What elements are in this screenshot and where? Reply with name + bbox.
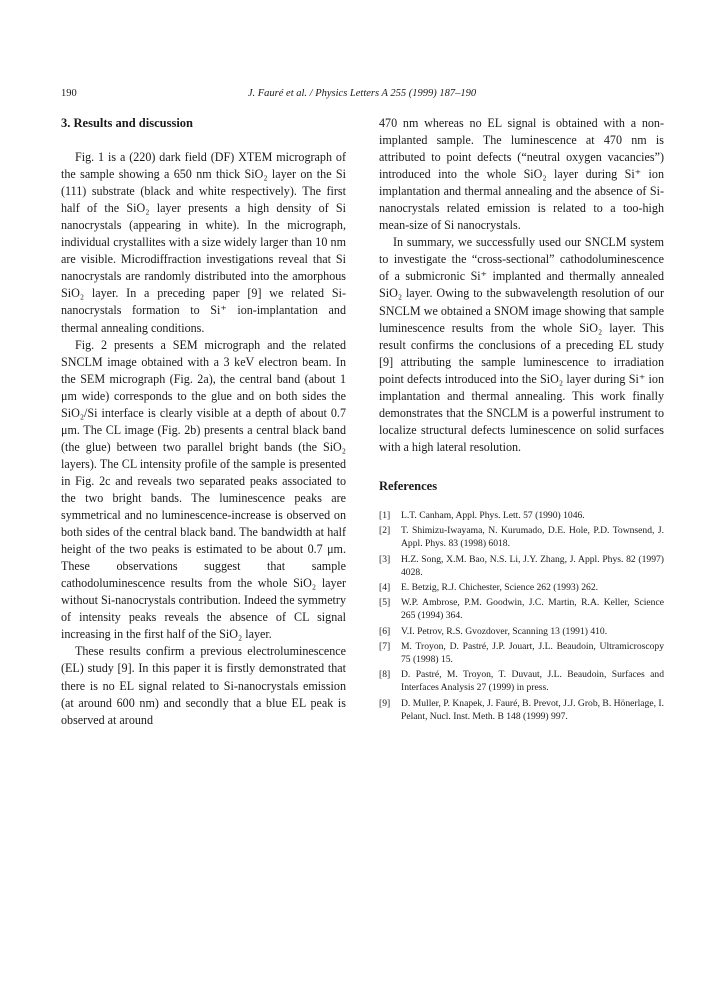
reference-list <box>379 509 664 723</box>
reference-number: [6] <box>379 625 391 637</box>
references-title: References <box>379 478 438 493</box>
reference-text: E. Betzig, R.J. Chichester, Science 262 (1993) 262. <box>401 582 599 593</box>
paragraph-continued: 470 nm whereas no EL signal is obtained with a non-implanted sample. The luminescence at 470 nm is attributed to point defects (“neutral oxygen vacancies”) introduced into the whole SiO₂ layer during Si⁺ ion implantation and thermal annealing and the absence of Si-nanocrystals related emission is related to a too-high mean-size of Si nanocrystals. <box>379 116 664 233</box>
reference-item <box>379 668 664 694</box>
left-column <box>61 115 346 729</box>
reference-item <box>379 640 664 666</box>
reference-text: W.P. Ambrose, P.M. Goodwin, J.C. Martin, R.A. Keller, Science 265 (1994) 364. <box>401 597 664 622</box>
reference-item <box>379 596 664 622</box>
reference-text: L.T. Canham, Appl. Phys. Lett. 57 (1990) 1046. <box>401 509 585 521</box>
reference-item <box>379 524 664 550</box>
reference-number: [2] <box>379 525 391 537</box>
reference-text: M. Troyon, D. Pastré, J.P. Jouart, J.L. Beaudoin, Ultramicroscopy 75 (1998) 15. <box>401 640 664 666</box>
reference-item <box>379 553 664 579</box>
reference-text: V.I. Petrov, R.S. Gvozdover, Scanning 13 (1991) 410. <box>401 625 608 637</box>
running-head: J. Fauré et al. / Physics Letters A 255 (1999) 187–190 <box>247 88 477 99</box>
reference-item <box>379 697 664 723</box>
reference-number: [4] <box>379 582 391 593</box>
reference-text: H.Z. Song, X.M. Bao, N.S. Li, J.Y. Zhang, J. Appl. Phys. 82 (1997) 4028. <box>401 553 664 578</box>
reference-number: [3] <box>379 553 391 565</box>
reference-item <box>379 509 664 522</box>
reference-text: T. Shimizu-Iwayama, N. Kurumado, D.E. Hole, P.D. Townsend, J. Appl. Phys. 83 (1998) 6018. <box>401 525 664 550</box>
reference-number: [7] <box>379 640 391 652</box>
paragraph-fig1: Fig. 1 is a (220) dark field (DF) XTEM micrograph of the sample showing a 650 nm thick SiO₂ layer on the Si (111) substrate (black and white respectively). The first half of the SiO₂ layer presents a high density of Si nanocrystals (appearing in white). In the micrograph, individual crystallites with a size widely larger than 10 nm are visible. Microdiffraction investigations reveal that Si nanocrystals are randomly distributed into the amorphous SiO₂ layer. In a preceding paper [9] we related Si-nanocrystals formation to Si⁺ ion-implantation and thermal annealing conditions. <box>61 150 346 335</box>
page-header <box>61 88 663 104</box>
reference-number: [9] <box>379 697 391 709</box>
reference-number: [8] <box>379 669 391 681</box>
reference-number: [1] <box>379 509 391 521</box>
reference-item <box>379 581 664 594</box>
reference-item <box>379 625 664 638</box>
paragraph-fig2: Fig. 2 presents a SEM micrograph and the related SNCLM image obtained with a 3 keV electron beam. In the SEM micrograph (Fig. 2a), the central band (about 1 μm wide) corresponds to the glue and on both sides the SiO₂/Si interface is clearly visible at a depth of about 0.7 μm. The CL image (Fig. 2b) presents a central black band (the glue) between two parallel bright bands (the SiO₂ layers). The CL intensity profile of the sample is presented in Fig. 2c and reveals two separated peaks associated to the two bright bands. The luminescence peaks are symmetrical and no luminescence-increase is observed on both sides of the central black band. The bandwidth at half height of the two peaks is estimated to be about 0.7 μm. These observations suggest that sample cathodoluminescence results from the whole SiO₂ layer without Si-nanocrystals contribution. Indeed the symmetry of intensity peaks reveals the absence of CL signal increasing in the first half of the SiO₂ layer. <box>61 337 346 642</box>
section-title: 3. Results and discussion <box>61 116 193 130</box>
right-column <box>379 115 664 725</box>
reference-text: D. Pastré, M. Troyon, T. Duvaut, J.L. Beaudoin, Surfaces and Interfaces Analysis 27 (1999) in press. <box>401 669 664 694</box>
paragraph-el-study: These results confirm a previous electroluminescence (EL) study [9]. In this paper it is firstly demonstrated that there is no EL signal related to Si-nanocrystals emission (at around 600 nm) and secondly that a blue EL peak is observed at around <box>61 644 346 727</box>
reference-number: [5] <box>379 597 391 609</box>
reference-text: D. Muller, P. Knapek, J. Fauré, B. Prevot, J.J. Grob, B. Hönerlage, I. Pelant, Nucl. Inst. Meth. B 148 (1999) 997. <box>401 697 664 722</box>
page-number: 190 <box>61 88 77 99</box>
paragraph-summary: In summary, we successfully used our SNCLM system to investigate the “cross-sectional” cathodoluminescence of a submicronic Si⁺ implanted and thermally annealed SiO₂ layer. Owing to the subwavelength resolution of our SNCLM we obtained a SNOM image showing that sample luminescence results from the whole SiO₂ layer. This result confirms the conclusions of a preceding EL study [9] attributing the sample luminescence to irradiation point defects introduced into the SiO₂ layer during Si⁺ ion implantation and thermal annealing. This work finally demonstrates that the SNCLM is a powerful instrument to localize structural defects luminescence on solid surfaces with a high lateral resolution. <box>379 235 664 454</box>
